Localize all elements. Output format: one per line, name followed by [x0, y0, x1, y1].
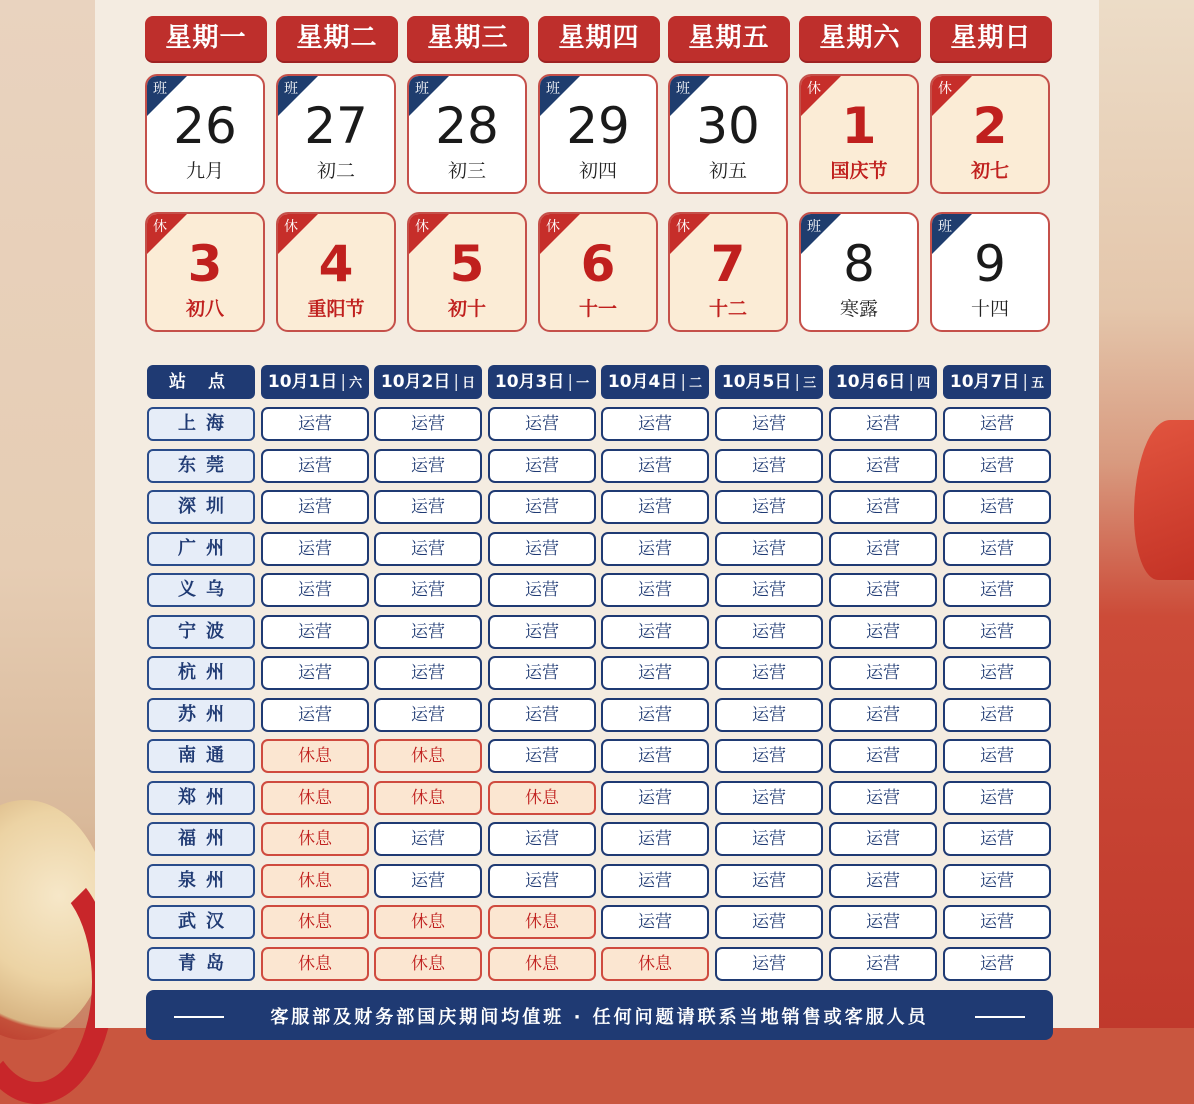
status-cell-open: 运营: [943, 781, 1051, 815]
status-cell-open: 运营: [829, 864, 937, 898]
status-cell-open: 运营: [829, 781, 937, 815]
day-type-tag: 班: [153, 81, 167, 97]
lunar-date-label: 初二: [316, 160, 355, 182]
status-cell-open: 运营: [943, 698, 1051, 732]
status-cell-open: 运营: [943, 905, 1051, 939]
status-cell-open: 运营: [829, 739, 937, 773]
status-cell-open: 运营: [715, 490, 823, 524]
day-type-tag: 班: [546, 81, 560, 97]
status-cell-open: 运营: [829, 573, 937, 607]
weekday-label: 星期二: [276, 16, 398, 61]
station-name: 上海: [147, 407, 255, 441]
column-weekday: 三: [803, 376, 817, 391]
station-name: 东莞: [147, 449, 255, 483]
calendar-day-cell: [538, 74, 658, 194]
status-cell-open: 运营: [601, 449, 709, 483]
status-cell-open: 运营: [943, 656, 1051, 690]
calendar-day-cell: [930, 212, 1050, 332]
status-cell-open: 运营: [829, 615, 937, 649]
calendar-day-cell: [145, 74, 265, 194]
status-cell-open: 运营: [374, 864, 482, 898]
status-cell-closed: 休息: [488, 947, 596, 981]
day-type-tag: 休: [807, 81, 821, 97]
weekday-label: 星期四: [538, 16, 660, 61]
footer-notice-bar: [146, 990, 1053, 1040]
status-cell-open: 运营: [715, 822, 823, 856]
date-column-header: [943, 365, 1051, 399]
station-name: 深圳: [147, 490, 255, 524]
day-number: 27: [304, 97, 368, 155]
calendar-day-cell: [145, 212, 265, 332]
status-cell-open: 运营: [943, 739, 1051, 773]
status-cell-open: 运营: [261, 656, 369, 690]
status-cell-open: 运营: [601, 532, 709, 566]
lunar-date-label: 九月: [185, 160, 224, 182]
day-type-tag: 班: [415, 81, 429, 97]
weekday-label: 星期六: [799, 16, 921, 61]
status-cell-open: 运营: [488, 739, 596, 773]
status-cell-open: 运营: [715, 739, 823, 773]
status-cell-open: 运营: [374, 822, 482, 856]
column-weekday: 一: [576, 376, 590, 391]
station-name: 泉州: [147, 864, 255, 898]
decorative-curl: [1134, 420, 1194, 580]
lunar-date-label: 十一: [578, 298, 617, 320]
status-cell-open: 运营: [488, 532, 596, 566]
weekday-label: 星期三: [407, 16, 529, 61]
status-cell-open: 运营: [829, 490, 937, 524]
status-cell-open: 运营: [374, 573, 482, 607]
status-cell-open: 运营: [374, 490, 482, 524]
lunar-date-label: 十四: [970, 298, 1009, 320]
status-cell-open: 运营: [601, 864, 709, 898]
status-cell-open: 运营: [943, 490, 1051, 524]
status-cell-open: 运营: [601, 739, 709, 773]
status-cell-open: 运营: [715, 947, 823, 981]
status-cell-open: 运营: [374, 698, 482, 732]
day-number: 5: [449, 235, 485, 293]
status-cell-open: 运营: [374, 656, 482, 690]
status-cell-open: 运营: [943, 449, 1051, 483]
status-cell-open: 运营: [715, 449, 823, 483]
day-number: 9: [974, 235, 1006, 293]
status-cell-open: 运营: [601, 905, 709, 939]
column-divider: |: [794, 372, 801, 392]
day-number: 2: [972, 97, 1008, 155]
day-number: 30: [696, 97, 760, 155]
day-number: 4: [318, 235, 354, 293]
station-name: 广州: [147, 532, 255, 566]
status-cell-closed: 休息: [374, 781, 482, 815]
weekday-label: 星期一: [145, 16, 267, 61]
status-cell-open: 运营: [601, 656, 709, 690]
column-date: 10月3日: [494, 372, 565, 392]
lunar-date-label: 重阳节: [307, 298, 365, 320]
status-cell-open: 运营: [261, 698, 369, 732]
status-cell-open: 运营: [943, 864, 1051, 898]
status-cell-closed: 休息: [261, 781, 369, 815]
column-weekday: 六: [349, 376, 363, 391]
lunar-date-label: 初七: [970, 160, 1009, 182]
status-cell-open: 运营: [488, 490, 596, 524]
date-column-header: [374, 365, 482, 399]
status-cell-closed: 休息: [374, 947, 482, 981]
status-cell-open: 运营: [261, 490, 369, 524]
column-divider: |: [453, 372, 460, 392]
calendar-day-cell: [799, 74, 919, 194]
date-column-header: [261, 365, 369, 399]
status-cell-open: 运营: [829, 449, 937, 483]
status-cell-open: 运营: [829, 905, 937, 939]
day-type-tag: 休: [284, 219, 298, 235]
column-weekday: 四: [917, 376, 931, 391]
status-cell-open: 运营: [488, 573, 596, 607]
column-date: 10月5日: [721, 372, 792, 392]
status-cell-closed: 休息: [261, 822, 369, 856]
status-cell-open: 运营: [488, 449, 596, 483]
station-name: 义乌: [147, 573, 255, 607]
day-type-tag: 班: [284, 81, 298, 97]
lunar-date-label: 十二: [708, 298, 747, 320]
calendar-day-cell: [668, 212, 788, 332]
day-type-tag: 班: [676, 81, 690, 97]
day-number: 8: [843, 235, 875, 293]
day-number: 1: [841, 97, 877, 155]
weekday-label: 星期日: [930, 16, 1052, 61]
day-type-tag: 班: [807, 219, 821, 235]
date-column-header: [601, 365, 709, 399]
day-number: 6: [580, 235, 616, 293]
day-number: 28: [435, 97, 499, 155]
status-cell-open: 运营: [601, 573, 709, 607]
status-cell-open: 运营: [829, 698, 937, 732]
status-cell-closed: 休息: [374, 739, 482, 773]
status-cell-open: 运营: [488, 407, 596, 441]
calendar-day-cell: [930, 74, 1050, 194]
status-cell-open: 运营: [374, 615, 482, 649]
status-cell-open: 运营: [374, 532, 482, 566]
status-cell-open: 运营: [829, 407, 937, 441]
weekday-label: 星期五: [668, 16, 790, 61]
status-cell-open: 运营: [601, 698, 709, 732]
station-name: 南通: [147, 739, 255, 773]
column-weekday: 日: [462, 376, 476, 391]
column-divider: |: [1022, 372, 1029, 392]
day-type-tag: 休: [938, 81, 952, 97]
day-type-tag: 休: [546, 219, 560, 235]
station-name: 杭州: [147, 656, 255, 690]
status-cell-open: 运营: [715, 615, 823, 649]
lunar-date-label: 初四: [578, 160, 617, 182]
status-cell-open: 运营: [829, 822, 937, 856]
day-number: 7: [710, 235, 746, 293]
column-divider: |: [908, 372, 915, 392]
status-cell-open: 运营: [261, 615, 369, 649]
station-name: 郑州: [147, 781, 255, 815]
status-cell-open: 运营: [261, 449, 369, 483]
calendar-day-cell: [407, 74, 527, 194]
status-cell-closed: 休息: [261, 905, 369, 939]
date-column-header: [715, 365, 823, 399]
station-name: 青岛: [147, 947, 255, 981]
station-name: 宁波: [147, 615, 255, 649]
status-cell-closed: 休息: [374, 905, 482, 939]
calendar-day-cell: [407, 212, 527, 332]
status-cell-open: 运营: [261, 532, 369, 566]
footer-right-rule: [975, 1016, 1025, 1018]
status-cell-open: 运营: [943, 947, 1051, 981]
status-cell-closed: 休息: [261, 864, 369, 898]
status-cell-open: 运营: [488, 615, 596, 649]
column-divider: |: [567, 372, 574, 392]
status-cell-closed: 休息: [488, 781, 596, 815]
calendar-day-cell: [668, 74, 788, 194]
status-cell-open: 运营: [488, 698, 596, 732]
status-cell-open: 运营: [943, 615, 1051, 649]
day-number: 3: [187, 235, 223, 293]
status-cell-open: 运营: [715, 407, 823, 441]
station-name: 武汉: [147, 905, 255, 939]
date-column-header: [488, 365, 596, 399]
lunar-date-label: 国庆节: [830, 160, 888, 182]
station-column-header: 站 点: [147, 365, 255, 399]
column-divider: |: [680, 372, 687, 392]
status-cell-closed: 休息: [488, 905, 596, 939]
column-date: 10月7日: [949, 372, 1020, 392]
background-left-decoration: [0, 0, 95, 1028]
background-right-decoration: [1098, 0, 1194, 1028]
day-type-tag: 班: [938, 219, 952, 235]
status-cell-open: 运营: [715, 532, 823, 566]
status-cell-open: 运营: [488, 656, 596, 690]
status-cell-closed: 休息: [261, 739, 369, 773]
status-cell-open: 运营: [488, 822, 596, 856]
lunar-date-label: 初三: [447, 160, 486, 182]
status-cell-open: 运营: [374, 407, 482, 441]
status-cell-open: 运营: [829, 947, 937, 981]
lunar-date-label: 初五: [708, 160, 747, 182]
status-cell-open: 运营: [715, 864, 823, 898]
status-cell-open: 运营: [601, 407, 709, 441]
calendar-day-cell: [276, 212, 396, 332]
status-cell-open: 运营: [829, 532, 937, 566]
day-type-tag: 休: [676, 219, 690, 235]
column-date: 10月1日: [267, 372, 338, 392]
calendar-day-cell: [799, 212, 919, 332]
status-cell-closed: 休息: [261, 947, 369, 981]
status-cell-open: 运营: [715, 656, 823, 690]
status-cell-open: 运营: [715, 781, 823, 815]
status-cell-open: 运营: [715, 698, 823, 732]
status-cell-open: 运营: [601, 490, 709, 524]
calendar-day-cell: [538, 212, 658, 332]
status-cell-open: 运营: [943, 822, 1051, 856]
lunar-date-label: 初八: [185, 298, 224, 320]
day-number: 26: [173, 97, 237, 155]
status-cell-open: 运营: [261, 573, 369, 607]
status-cell-open: 运营: [715, 905, 823, 939]
status-cell-open: 运营: [601, 781, 709, 815]
column-date: 10月2日: [380, 372, 451, 392]
column-date: 10月4日: [607, 372, 678, 392]
status-cell-open: 运营: [943, 573, 1051, 607]
date-column-header: [829, 365, 937, 399]
lunar-date-label: 初十: [447, 298, 486, 320]
station-name: 福州: [147, 822, 255, 856]
column-date: 10月6日: [835, 372, 906, 392]
status-cell-open: 运营: [715, 573, 823, 607]
status-cell-open: 运营: [943, 532, 1051, 566]
status-cell-open: 运营: [943, 407, 1051, 441]
status-cell-closed: 休息: [601, 947, 709, 981]
lunar-date-label: 寒露: [839, 298, 878, 320]
day-type-tag: 休: [153, 219, 167, 235]
column-weekday: 五: [1031, 376, 1045, 391]
footer-notice-text: 客服部及财务部国庆期间均值班 · 任何问题请联系当地销售或客服人员: [270, 1007, 929, 1028]
station-name: 苏州: [147, 698, 255, 732]
day-number: 29: [566, 97, 630, 155]
column-weekday: 二: [689, 376, 703, 391]
status-cell-open: 运营: [374, 449, 482, 483]
day-type-tag: 休: [415, 219, 429, 235]
column-divider: |: [340, 372, 347, 392]
status-cell-open: 运营: [261, 407, 369, 441]
status-cell-open: 运营: [601, 615, 709, 649]
calendar-day-cell: [276, 74, 396, 194]
status-cell-open: 运营: [488, 864, 596, 898]
status-cell-open: 运营: [601, 822, 709, 856]
status-cell-open: 运营: [829, 656, 937, 690]
